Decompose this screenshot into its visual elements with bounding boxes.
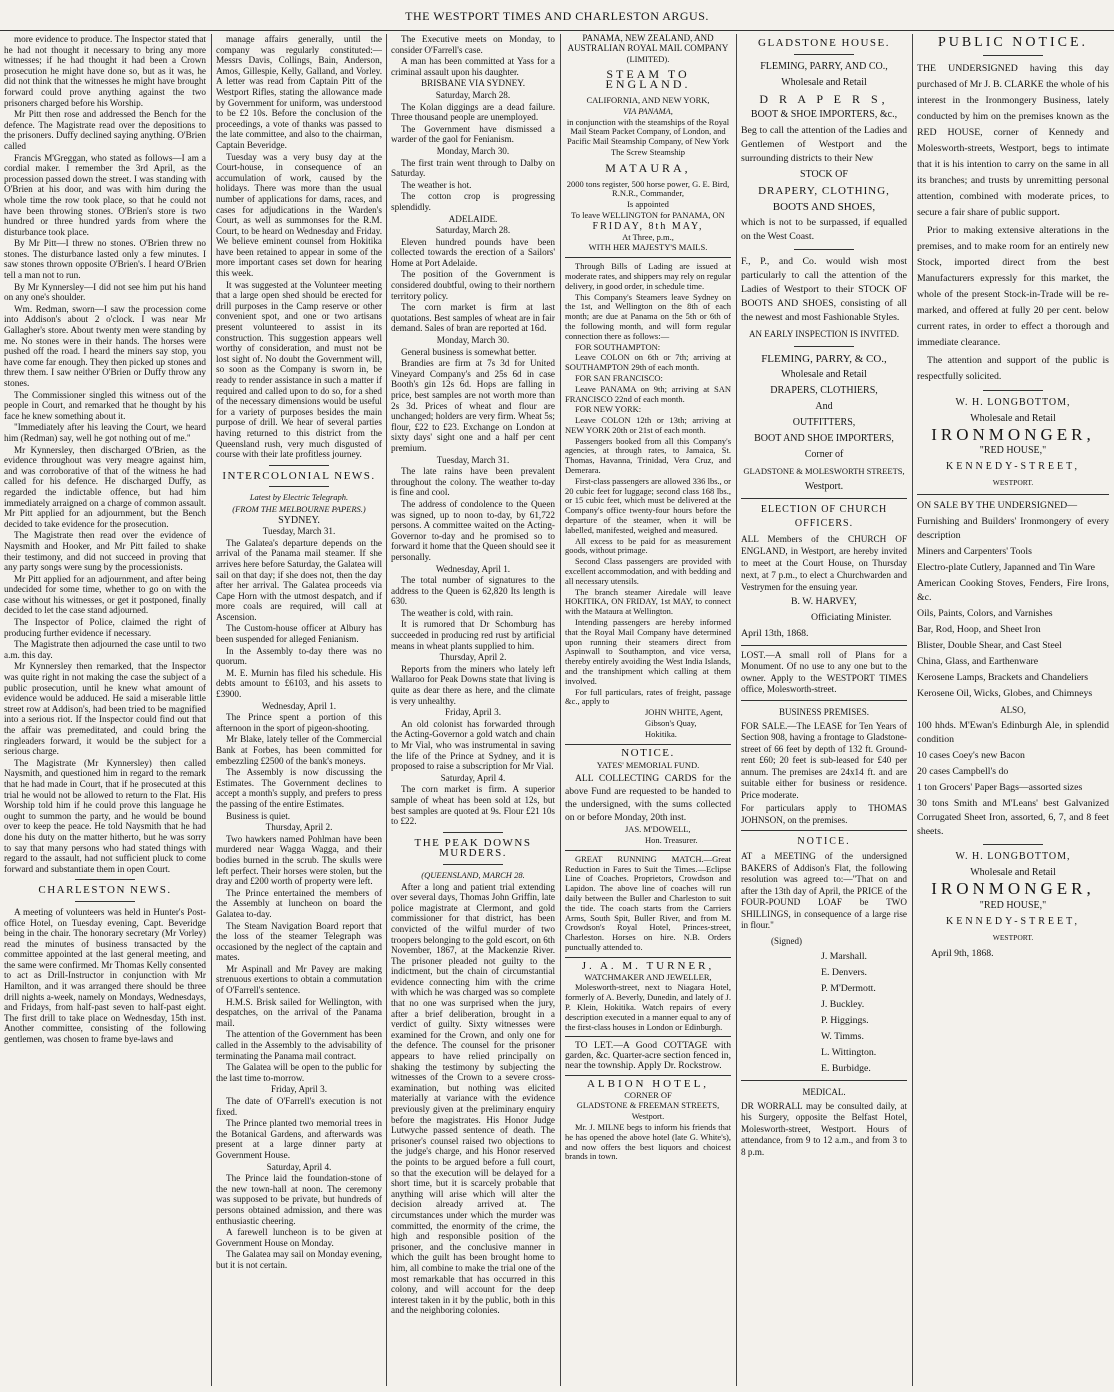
paragraph: FOR SOUTHAMPTON: bbox=[575, 341, 661, 352]
ad-text: which is not to be surpassed, if equalled on the West Coast. bbox=[741, 216, 907, 242]
paragraph: It was suggested at the Volunteer meeting that a large open shed should be erected for drill purposes in the Camp reserve or other convenient spot, and one or two artisans present volunteered to assist in its construction. This suggestion appears well worthy of consideration, and must not be lost sight of. No doubt the Government will, so soon as the Company is sworn in, be ready to render assistance in such a matter if required and called upon to do so, for a shed of the necessary dimensions would be useful for a variety of purposes besides the main purpose of drill. We hear of several parties having returned to this district from the Queensland rush, very much disgusted of course with their late profitless journey. bbox=[216, 279, 382, 460]
ad-line: DRAPERS, CLOTHIERS, bbox=[770, 384, 878, 396]
ad-text: ALL COLLECTING CARDS for the above Fund are requested to be handed to the undersigned, with the sums collected on or before Monday, 20th inst. bbox=[565, 773, 731, 824]
ad-line: 2000 tons register, 500 horse power, G. E. Bird, R.N.R., Commander, bbox=[566, 178, 730, 199]
signatory-name: E. Denvers. bbox=[821, 966, 867, 978]
ad-subheading: (LIMITED). bbox=[626, 53, 670, 64]
ad-line: CALIFORNIA, AND NEW YORK, bbox=[586, 94, 710, 105]
ad-text: Molesworth-street, next to Niagara Hotel, formerly of A. Beverly, Dunedin, and lately of J. P. Klein, Hokitika. Watch repairs of every description executed in a manner equal to any of the first-class houses in London or Edinburgh. bbox=[565, 982, 731, 1032]
paragraph: M. E. Murnin has filed his schedule. His debts amount to £6103, and his assets to £3900. bbox=[216, 667, 382, 700]
paragraph: The Assembly is now discussing the Estimates. The Government declines to accept a month's supply, and prefers to press the passing of the entire Estimates. bbox=[216, 767, 382, 809]
ad-line: BOOT & SHOE IMPORTERS, &c., bbox=[750, 108, 898, 120]
paragraph: FOR NEW YORK: bbox=[575, 404, 642, 415]
paragraph: The Prince entertained the members of the Assembly at luncheon on board the Galatea to-day. bbox=[216, 887, 382, 919]
column-rule bbox=[912, 34, 913, 1386]
signatory-name: E. Burbidge. bbox=[821, 1062, 871, 1074]
ad-signature: Officiating Minister. bbox=[811, 611, 892, 623]
ad-line: ALSO, bbox=[1000, 705, 1026, 716]
ad-subheading: WATCHMAKER AND JEWELLER, bbox=[584, 971, 712, 982]
stock-item: 20 cases Campbell's do bbox=[917, 766, 1009, 778]
paragraph: Wm. Redman, sworn—I saw the procession come into Addison's about 2 o'clock. I was near Mr Gallagher's store. About twenty men were standing by me. No stones were in their hands. The horses were pushed off the road. I heard the miners say stop, you have come far enough. They then picked up stones and threw them. I saw neither O'Brien or Duffy throw any stones. bbox=[4, 303, 206, 388]
ad-line: Wholesale and Retail bbox=[970, 867, 1056, 879]
ad-line: To leave WELLINGTON for PANAMA, ON bbox=[571, 209, 725, 220]
paragraph: The Commissioner singled this witness out of the people in Court, and remarked that he thought by his face he knew something about it. bbox=[4, 389, 206, 421]
ad-heading: W. H. LONGBOTTOM, bbox=[955, 851, 1071, 863]
paragraph: Friday, April 3. bbox=[270, 1084, 328, 1095]
stock-item: 1 ton Grocers' Paper Bags—assorted sizes bbox=[917, 782, 1083, 794]
ad-line: Wholesale and Retail bbox=[781, 368, 867, 380]
section-heading: THE PEAK DOWNS MURDERS. bbox=[414, 836, 532, 860]
ad-heading: PANAMA, NEW ZEALAND, AND AUSTRALIAN ROYAL MAIL COMPANY bbox=[567, 34, 729, 53]
section-heading: CHARLESTON NEWS. bbox=[38, 884, 172, 897]
ad-line: WESTPORT. bbox=[992, 478, 1034, 488]
ad-line: Is appointed bbox=[627, 199, 669, 210]
ad-line: KENNEDY-STREET, bbox=[946, 915, 1080, 927]
paragraph: The Inspector of Police, claimed the right of producing further evidence if necessary. bbox=[4, 617, 206, 638]
ship-name: MATAURA, bbox=[605, 160, 691, 175]
paragraph: The cotton crop is progressing splendidly. bbox=[391, 191, 555, 212]
paragraph: A man has been committed at Yass for a criminal assault upon his daughter. bbox=[391, 56, 555, 77]
paragraph: Monday, March 30. bbox=[436, 145, 510, 156]
ad-text: F., P., and Co. would wish most particularly to call the attention of the Ladies of Westport to their STOCK OF BOOTS AND SHOES, consisting of all the newest and most Fashionable Styles. bbox=[741, 255, 907, 323]
stock-item: Oils, Paints, Colors, and Varnishes bbox=[917, 608, 1053, 620]
stock-item: Miners and Carpenters' Tools bbox=[917, 546, 1032, 558]
paragraph: "Immediately after his leaving the Court, we heard him (Redman) say, well he got nothing out of me." bbox=[4, 422, 206, 443]
paragraph: Reports from the miners who lately left Wallaroo for Peak Downs state that living is quite as dear there as here, and the climate is very unhealthy. bbox=[391, 663, 555, 706]
paragraph: The weather is cold, with rain. bbox=[401, 607, 513, 618]
ad-signature: Hon. Treasurer. bbox=[645, 834, 698, 845]
paragraph: The Prince laid the foundation-stone of the new town-hall at noon. The ceremony was supposed to be private, but hundreds of persons obtained admission, and there was enthusiastic cheering. bbox=[216, 1173, 382, 1226]
ad-text: Prior to making extensive alterations in the premises, and to make room for an entirely new Stock, imported direct from the best Manufacturers expressly for this market, the whole of the present Stock-in-Trade will be re-marked, and offered at fully 20 per cent. below current rates, in order to effect a thorough and immediate clearance. bbox=[917, 224, 1109, 348]
paragraph: In the Assembly to-day there was no quorum. bbox=[216, 645, 382, 667]
signatory-name: J. Buckley. bbox=[821, 998, 865, 1010]
column-news bbox=[216, 34, 382, 1386]
ad-line: DRAPERY, CLOTHING, bbox=[758, 184, 890, 197]
paragraph: The weather is hot. bbox=[401, 179, 472, 190]
paragraph: manage affairs generally, until the company was regularly constituted:—Messrs Davis, Collings, Bain, Anderson, Amos, Gillespie, Kelly, Galland, and Vorley. A letter was read from Captain Pitt of the Westport Rifles, stating the allowance made by Government for uniform, was understood to be £2 10s. Before the conclusion of the proceedings, a vote of thanks was passed to the late committee, and also to the chairman, Captain Beveridge. bbox=[216, 34, 382, 150]
ad-text: AT a MEETING of the undersigned BAKERS of Addison's Flat, the following resolution was agreed to:—"That on and after the 13th day of April, the PRICE of the FOUR-POUND LOAF be TWO SHILLINGS, in consequence of a large rise in flour." bbox=[741, 851, 907, 931]
section-heading: INTERCOLONIAL NEWS. bbox=[222, 469, 376, 482]
paragraph: Tuesday was a very busy day at the Court-house, in consequence of an accumulation of work, caused by the holidays. There was more than the usual number of applications for dams, races, and cases for adjudications in the Warden's Court, as well as summonses for the R.M. Court, to be heard on Wednesday and Friday. We believe eminent counsel from Hokitika have been retained to appear in some of the more important cases set down for hearing this week. bbox=[216, 151, 382, 279]
paragraph: Intending passengers are hereby informed that the Royal Mail Company have determined upon running their steamers direct from Aspinwall to Southampton, and vice versa, thereby entirely avoiding the West India Islands, and the transhipment which calling at them involved. bbox=[565, 617, 731, 686]
paragraph: Tuesday, March 31. bbox=[262, 526, 336, 537]
paragraph: The Magistrate (Mr Kynnersley) then called Naysmith, and questioned him in regard to the remark that he had made in Court, that if he prosecuted at this trial he would not be allowed to return to the Flat. His Worship told him if he could prove this language he ought to summon the party, and he would be bound over to keep the peace. He told Naysmith that he had done his duty on the matter hitherto, but he was sorry to say that many persons who had stated things with regard to the assault, had not sufficient pluck to come forward and substantiate them in open Court. bbox=[4, 757, 206, 874]
ad-line: CORNER OF bbox=[624, 1089, 672, 1100]
subheading: (QUEENSLAND, MARCH 28. bbox=[421, 869, 525, 880]
column-news bbox=[391, 34, 555, 1386]
stock-item: China, Glass, and Earthenware bbox=[917, 656, 1039, 668]
paragraph: A meeting of volunteers was held in Hunter's Post-office Hotel, on Tuesday evening, Capt. Beveridge being in the chair. The honorary secretary (Mr Vorley) read the minutes of business transacted by the committee appointed at the last general meeting, and the same were confirmed. Mr Thomas Kelly consented to act as Drill-Instructor in conjunction with Mr Hamilton, and it was arranged there should be three drill nights a-week, namely on Mondays, Wednesdays, and Fridays, from half-past seven to half-past eight. The first drill to take place on Wednesday, 15th inst. Another committee, consisting of the following gentlemen, was chosen to frame bye-laws and bbox=[4, 906, 206, 1045]
subheading: (FROM THE MELBOURNE PAPERS.) bbox=[232, 503, 366, 514]
paragraph: Leave COLON 12th or 13th; arriving at NEW YORK 20th or 21st of each month. bbox=[565, 415, 731, 435]
ad-line: "RED HOUSE," bbox=[979, 445, 1047, 457]
paragraph: The Magistrate then adjourned the case until to two a.m. this day. bbox=[4, 639, 206, 660]
ad-text: Mr. J. MILNE begs to inform his friends that he has opened the above hotel (late G. White's), and now offers the best liquors and choicest brands in town. bbox=[565, 1121, 731, 1162]
paragraph: The Kolan diggings are a dead failure. Three thousand people are unemployed. bbox=[391, 101, 555, 123]
paragraph: The Government have dismissed a warder of the gaol for Fenianism. bbox=[391, 123, 555, 145]
paragraph: Monday, March 30. bbox=[436, 335, 510, 346]
column-court-report bbox=[4, 34, 206, 1386]
paragraph: Saturday, April 4. bbox=[266, 1161, 332, 1172]
subheading: SYDNEY. bbox=[278, 514, 320, 526]
paragraph: It is rumored that Dr Schomburg has succeeded in producing red rust by artificial means in wheat plants supplied to him. bbox=[391, 619, 555, 651]
stock-item: Furnishing and Builders' Ironmongery of every description bbox=[917, 516, 1109, 542]
paragraph: Business is quiet. bbox=[226, 810, 291, 821]
paragraph: H.M.S. Brisk sailed for Wellington, with despatches, on the arrival of the Panama mail. bbox=[216, 996, 382, 1028]
ad-title: IRONMONGER, bbox=[931, 879, 1095, 899]
ad-line: WITH HER MAJESTY'S MAILS. bbox=[588, 242, 708, 253]
ad-heading: J. A. M. TURNER, bbox=[581, 959, 715, 972]
ad-line: AN EARLY INSPECTION IS INVITED. bbox=[748, 328, 899, 339]
sailing-date: FRIDAY, 8th MAY, bbox=[592, 220, 704, 232]
paragraph: BRISBANE VIA SYDNEY. bbox=[420, 78, 526, 89]
ad-line: in conjunction with the steamships of the Royal Mail Steam Packet Company, of London, and Pacific Mail Steamship Company, of New York bbox=[566, 116, 730, 147]
subheading: Latest by Electric Telegraph. bbox=[249, 492, 349, 503]
ad-heading: FLEMING, PARRY, & CO., bbox=[761, 352, 887, 365]
paragraph: The position of the Government is considered doubtful, owing to their northern territory policy. bbox=[391, 269, 555, 301]
ad-heading: FLEMING, PARRY, AND CO., bbox=[760, 60, 888, 72]
paragraph: Mr Pitt then rose and addressed the Bench for the defence. The Magistrate read over the depositions to the prisoners. Duffy declined saying anything. O'Brien called bbox=[4, 109, 206, 151]
ad-title: STEAM TO ENGLAND. bbox=[605, 67, 691, 92]
column-advertisements bbox=[917, 34, 1109, 1386]
paragraph: The first train went through to Dalby on Saturday. bbox=[391, 157, 555, 179]
ad-line: BOOTS AND SHOES, bbox=[772, 200, 876, 213]
paragraph: The Galatea will be open to the public for the last time to-morrow. bbox=[216, 1062, 382, 1083]
paragraph: The Executive meets on Monday, to consider O'Farrell's case. bbox=[391, 34, 555, 55]
stock-item: Bar, Rod, Hoop, and Sheet Iron bbox=[917, 624, 1041, 636]
ad-line: And bbox=[815, 400, 833, 412]
stock-item: American Cooking Stoves, Fenders, Fire Irons, &c. bbox=[917, 578, 1109, 604]
ad-line: VIA PANAMA, bbox=[623, 105, 673, 116]
ad-signature: B. W. HARVEY, bbox=[791, 595, 857, 607]
paragraph: The Prince planted two memorial trees in the Botanical Gardens, and afterwards was present at a large dinner party at Government House. bbox=[216, 1118, 382, 1160]
paragraph: The address of condolence to the Queen was signed, up to noon to-day, by 61,722 persons. A committee waited on the Acting-Governor to-day and he promised so to forward it home that the Queen should see it personally. bbox=[391, 498, 555, 562]
ad-text: For particulars apply to THOMAS JOHNSON, on the premises. bbox=[741, 803, 907, 825]
paragraph: By Mr Kynnersley—I did not see him put his hand on any one's shoulder. bbox=[4, 281, 206, 303]
stock-item: 30 tons Smith and M'Leans' best Galvanized Corrugated Sheet Iron, assorted, 6, 7, and 8 feet sheets. bbox=[917, 798, 1109, 838]
ad-line: The Screw Steamship bbox=[610, 146, 686, 157]
paragraph: Friday, April 3. bbox=[444, 707, 502, 718]
ad-title: PUBLIC NOTICE. bbox=[937, 35, 1089, 50]
signatory-name: J. Marshall. bbox=[821, 950, 867, 962]
paragraph: FOR SAN FRANCISCO: bbox=[575, 372, 663, 383]
ad-line: WESTPORT. bbox=[992, 932, 1034, 942]
ad-line: "RED HOUSE," bbox=[979, 899, 1047, 911]
ad-signature: JOHN WHITE, Agent, bbox=[645, 707, 723, 718]
stock-item: Kerosene Lamps, Brackets and Chandeliers bbox=[917, 672, 1089, 684]
paragraph: more evidence to produce. The Inspector stated that he had not thought it necessary to bring any more witnesses; if he had thought it had been a Crown prosecution he might have done so, but as it was, he did not think that the witnesses he might have brought forward could prove anything against the two prisoners charged before his Worship. bbox=[4, 34, 206, 108]
paragraph: Wednesday, April 1. bbox=[435, 563, 511, 574]
stock-item: 10 cases Coey's new Bacon bbox=[917, 750, 1025, 762]
paragraph: Brandies are firm at 7s 3d for United Vineyard Company's and 25s 6d in case Booth's gin 12s 6d. Hops are falling in price, best samples are not worth more than 2s 3d. Prices of wheat and flour are unchanged; holders are very firm. Wheat 5s; flour, £22 to £23. Exchange on London at sixty days' sight one and a half per cent premium. bbox=[391, 358, 555, 453]
stock-item: 100 hhds. M'Ewan's Edinburgh Ale, in splendid condition bbox=[917, 720, 1109, 746]
ad-line: Westport. bbox=[804, 480, 844, 492]
paragraph: The Prince spent a portion of this afternoon in the sport of pigeon-shooting. bbox=[216, 712, 382, 733]
ad-heading: MEDICAL. bbox=[802, 1086, 846, 1097]
ad-heading: BUSINESS PREMISES. bbox=[778, 706, 870, 717]
ad-text: GREAT RUNNING MATCH.—Great Reduction in Fares to Suit the Times.—Eclipse Line of Coaches. Proprietors, Crowdson and Lapidon. The above line of coaches will run daily between the Buller and Charleston to suit the tide. The coach starts from the Carriers Arms, South Spit, Buller River, and from M. Crowdson's Royal Hotel, Princes-street, Charleston. Horses on hire. N.B. Orders punctually attended to. bbox=[565, 853, 731, 952]
masthead: THE WESTPORT TIMES AND CHARLESTON ARGUS. bbox=[0, 0, 1114, 31]
paragraph: Two hawkers named Pohlman have been murdered near Wagga Wagga, and their bodies burned in the scrub. The skulls were left perfect. Their horses were stolen, but the dray and £200 worth of property were left. bbox=[216, 833, 382, 887]
ad-text: LOST.—A small roll of Plans for a Monument. Of no use to any one but to the owner. Apply to the WESTPORT TIMES office, Molesworth-street. bbox=[741, 649, 907, 695]
paragraph: Mr Pitt applied for an adjournment, and after being undecided for some time, whether to go on with the case without his witnesses, or get it postponed, finally decided to let the case stand adjourned. bbox=[4, 573, 206, 616]
ad-line: OUTFITTERS, bbox=[792, 416, 856, 428]
paragraph: Saturday, March 28. bbox=[435, 225, 511, 236]
ad-line: GLADSTONE & FREEMAN STREETS, bbox=[576, 1100, 720, 1111]
stock-item: Electro-plate Cutlery, Japanned and Tin Ware bbox=[917, 562, 1095, 574]
paragraph: The date of O'Farrell's execution is not fixed. bbox=[216, 1096, 382, 1117]
paragraph: Mr Kynnersley, then discharged O'Brien, as the evidence throughout was very meagre against him, and was corroborative of that of the witness he had called for his defence. He discharged Duffy, as regarded the indictable offence, but had him immediately arraigned on a charge of common assault. Mr Pitt applied for an adjournment, but the Bench decided to take evidence for the prosecution. bbox=[4, 444, 206, 529]
ad-heading: NOTICE. bbox=[797, 836, 851, 848]
ad-text: THE UNDERSIGNED having this day purchased of Mr J. B. CLARKE the whole of his interest in the Ironmongery Business, lately conducted by him on the premises known as the RED HOUSE, corner of Kennedy and Molesworth-streets, Westport, begs to intimate that it is his intention to carry on the same in all its branches; and trusts by unremitting personal attention, combined with moderate prices, to secure a fair share of public support. bbox=[917, 62, 1109, 218]
ad-text: The attention and support of the public is respectfully solicited. bbox=[917, 354, 1109, 382]
column-advertisements bbox=[741, 34, 907, 1386]
paragraph: First-class passengers are allowed 336 lbs., or 20 cubic feet for luggage; second class 168 lbs., or 15 cubic feet, which must be delivered at the Company's office twenty-four hours before the departure of the steamer, when it will be labelled, manifested, weighed and measured. bbox=[565, 475, 731, 535]
ad-signature: JAS. M'DOWELL, bbox=[625, 824, 691, 835]
ad-line: At Three, p.m., bbox=[622, 231, 674, 242]
paragraph: General business is somewhat better. bbox=[401, 346, 537, 357]
signatory-name: W. Timms. bbox=[821, 1030, 864, 1042]
ad-line: (Signed) bbox=[771, 935, 802, 946]
signatory-name: P. M'Dermott. bbox=[821, 982, 876, 994]
paragraph: By Mr Pitt—I threw no stones. O'Brien threw no stones. The disturbance lasted only a few minutes. I saw stones thrown opposite O'Brien's. I heard O'Brien tell a man not to run. bbox=[4, 238, 206, 281]
paragraph: Francis M'Greggan, who stated as follows—I am a cordial maker. I remember the 3rd April, as the procession passed down the street. I was standing with O'Brien at his door, and was with him during the whole time the row took place, so that he could not have been throwing stones. O'Brien's store is two hundred or three hundred yards from where the disturbance took place. bbox=[4, 152, 206, 237]
ad-date: April 13th, 1868. bbox=[741, 627, 809, 639]
ad-heading: NOTICE. bbox=[621, 746, 675, 759]
paragraph: Through Bills of Lading are issued at moderate rates, and shippers may rely on regular delivery, in good order, in schedule time. bbox=[565, 261, 731, 291]
paragraph: The corn market is firm at last quotations. Best samples of wheat are in fair demand. Sales of bran are reported at 16d. bbox=[391, 302, 555, 334]
paragraph: Leave PANAMA on 9th; arriving at SAN FRANCISCO 22nd of each month. bbox=[565, 383, 731, 404]
signatory-name: P. Higgings. bbox=[821, 1014, 869, 1026]
paragraph: Thursday, April 2. bbox=[265, 822, 333, 833]
ad-title: IRONMONGER, bbox=[931, 424, 1095, 444]
ad-signature: Hokitika. bbox=[645, 728, 677, 739]
paragraph: A farewell luncheon is to be given at Government House on Monday. bbox=[216, 1227, 382, 1248]
column-rule bbox=[560, 34, 561, 1386]
paragraph: Saturday, April 4. bbox=[440, 772, 506, 783]
signatory-name: L. Wittington. bbox=[821, 1046, 877, 1058]
paragraph: An old colonist has forwarded through the Acting-Governor a gold watch and chain to Mr Vial, who was instrumental in saving the life of the Prince at Sydney, and it is proposed to raise a subscription for Mr Vial. bbox=[391, 718, 555, 772]
paragraph: The corn market is firm. A superior sample of wheat has been sold at 12s, but best samples are quoted at 9s. Flour £21 10s to £22. bbox=[391, 784, 555, 827]
paragraph: The Custom-house officer at Albury has been suspended for alleged Fenianism. bbox=[216, 623, 382, 645]
paragraph: Thursday, April 2. bbox=[439, 652, 507, 663]
paragraph: All excess to be paid for as measurement goods, without primage. bbox=[565, 535, 731, 556]
ad-heading: W. H. LONGBOTTOM, bbox=[955, 396, 1071, 408]
ad-line: STOCK OF bbox=[800, 168, 848, 180]
ad-heading: ALBION HOTEL, bbox=[586, 1077, 710, 1090]
ad-line: BOOT AND SHOE IMPORTERS, bbox=[754, 432, 894, 444]
ad-text: DR WORRALL may be consulted daily, at his Surgery, opposite the Belfast Hotel, Molesworth-street, Westport. Hours of attendance, from 9 to 12 a.m., and from 3 to 8 p.m. bbox=[741, 1100, 907, 1157]
ad-text: FOR SALE.—The LEASE for Ten Years of Section 908, having a frontage to Gladstone-street of 66 feet by depth of 132 ft. Ground-rent £60; 20 feet is sub-leased for £40 per annum. The premises are 24x14 ft. and are suitable either for business or residence. Price moderate. bbox=[741, 720, 907, 800]
ad-date: April 9th, 1868. bbox=[931, 947, 994, 959]
paragraph: The late rains have been prevalent throughout the colony. The weather to-day is fine and cool. bbox=[391, 466, 555, 498]
ad-text: Beg to call the attention of the Ladies and Gentlemen of Westport and the surrounding districts to their New bbox=[741, 124, 907, 164]
ad-text: ALL Members of the CHURCH OF ENGLAND, in Westport, are hereby invited to meet at the Court House, on Thursday next, at 7 p.m., to elect a Churchwarden and Vestrymen for the ensuing year. bbox=[741, 533, 907, 592]
ad-line: Westport. bbox=[631, 1111, 665, 1122]
ad-line: Wholesale and Retail bbox=[781, 76, 867, 88]
paragraph: The Magistrate then read over the evidence of Naysmith and Hooker, and Mr Pitt failed to shake their testimony, and did not succeed in proving that any party songs were sung by the processionists. bbox=[4, 530, 206, 573]
paragraph: Tuesday, March 31. bbox=[436, 454, 510, 465]
paragraph: The Galatea may sail on Monday evening, but it is not certain. bbox=[216, 1249, 382, 1270]
ad-heading: YATES' MEMORIAL FUND. bbox=[596, 760, 700, 771]
column-advertisements bbox=[565, 34, 731, 1386]
paragraph: Leave COLON on 6th or 7th; arriving at SOUTHAMPTON 29th of each month. bbox=[565, 352, 731, 373]
stock-item: Blister, Double Shear, and Cast Steel bbox=[917, 640, 1062, 652]
paragraph: The Steam Navigation Board report that the loss of the steamer Telegraph was occasioned by the neglect of the captain and mates. bbox=[216, 920, 382, 963]
paragraph: Saturday, March 28. bbox=[435, 89, 511, 100]
ad-signature: Gibson's Quay, bbox=[645, 718, 697, 728]
ad-text: TO LET.—A Good COTTAGE with garden, &c. Quarter-acre section fenced in, near the township. Apply Dr. Rockstrow. bbox=[565, 1040, 731, 1071]
column-rule bbox=[736, 34, 737, 1386]
stock-item: Kerosene Oil, Wicks, Globes, and Chimneys bbox=[917, 688, 1093, 700]
column-rule bbox=[211, 34, 212, 1386]
paragraph: The Galatea's departure depends on the arrival of the Panama mail steamer. If she arrives here before Saturday, the Galatea will sail on that day; if she does not, then the day after her arrival. The Galatea proceeds via Cape Horn with the utmost despatch, and if more coals are required, will call at Ascension. bbox=[216, 537, 382, 622]
ad-heading: ELECTION OF CHURCH OFFICERS. bbox=[760, 503, 888, 529]
paragraph: This Company's Steamers leave Sydney on the 1st, and Wellington on the 8th of each month; are due at Panama on the 5th or 6th of the following month, and will form regular connection there as follows:— bbox=[565, 291, 731, 341]
ad-heading: GLADSTONE HOUSE. bbox=[758, 37, 890, 49]
ad-line: Corner of bbox=[804, 448, 844, 460]
paragraph: After a long and patient trial extending over several days, Thomas John Griffin, late police magistrate at Clermont, and gold commissioner for that district, has been convicted of the wilful murder of two troopers belonging to the gold escort, on 6th November, 1867, at the Mackenzie River. The prisoner pleaded not guilty to the indictment, but the chain of circumstantial evidence connecting him with the crime with which he was charged was so complete that no one was surprised when the jury, after a brief deliberation, brought in a verdict of guilty. Sixty witnesses were examined for the Crown, and only one for the defence. The counsel for the prisoner appears to have relied principally on shaking the testimony by subjecting the witnesses of the Crown to a severe cross-examination, but nothing was elicited materially at variance with the evidence previously given at the preliminary enquiry before the magistrates. His Honor Judge Lutwyche passed sentence of death. The prisoner's counsel raised two objections to the judge's charge, and his Honor reserved the points to be argued before a full court, so that the execution will be delayed for a short time, but it is scarcely probable that anything will arise which will alter the decision already arrived at. The circumstances under which the murder was committed, the enormity of the crime, the high and responsible position of the prisoner, and the conclusive manner in which the guilt has been brought home to him, all combine to make the trial one of the most remarkable that has occurred in this colony, and will account for the deep interest taken in it by the public, both in this and the neighboring colonies. bbox=[391, 881, 555, 1316]
column-rule bbox=[386, 34, 387, 1386]
paragraph: Passengers booked from all this Company's agencies, at through rates, to Jamaica, St. Thomas, Havanna, Trinidad, Vera Cruz, and Demerara. bbox=[565, 435, 731, 476]
paragraph: For full particulars, rates of freight, passage &c., apply to bbox=[565, 686, 731, 707]
ad-line: GLADSTONE & MOLESWORTH STREETS, bbox=[743, 465, 905, 476]
paragraph: ADELAIDE. bbox=[448, 213, 498, 224]
paragraph: Wednesday, April 1. bbox=[261, 700, 337, 711]
ad-line: Wholesale and Retail bbox=[970, 412, 1056, 424]
ad-line: D R A P E R S, bbox=[759, 91, 889, 106]
paragraph: Mr Aspinall and Mr Pavey are making strenuous exertions to obtain a commutation of O'Farrell's sentence. bbox=[216, 963, 382, 996]
paragraph: Mr Kynnersley then remarked, that the Inspector was quite right in not making the case the subject of a public prosecution, until he knew what amount of evidence would be adduced. He said a miserable little street row at Addison's, had been tried to be magnified into a serious riot. If the Inspector could find out that the affair was premeditated, and could bring the ringleaders forward, it would be the subject for a serious charge. bbox=[4, 661, 206, 757]
paragraph: Mr Blake, lately teller of the Commercial Bank at Forbes, has been committed for embezzling £2500 of the bank's moneys. bbox=[216, 734, 382, 766]
paragraph: The branch steamer Airedale will leave HOKITIKA, ON FRIDAY, 1st MAY, to connect with the Mataura at Wellington. bbox=[565, 586, 731, 617]
paragraph: Eleven hundred pounds have been collected towards the erection of a Sailors' Home at Port Adelaide. bbox=[391, 236, 555, 268]
paragraph: The total number of signatures to the address to the Queen is 62,820 Its length is 630. bbox=[391, 575, 555, 607]
paragraph: The attention of the Government has been called in the Assembly to the advisability of terminating the Panama mail contract. bbox=[216, 1029, 382, 1061]
ad-text: ON SALE BY THE UNDERSIGNED— bbox=[917, 500, 1078, 512]
paragraph: Second Class passengers are provided with excellent accommodation, and with bedding and all necessary utensils. bbox=[565, 556, 731, 586]
ad-line: KENNEDY-STREET, bbox=[946, 461, 1080, 473]
